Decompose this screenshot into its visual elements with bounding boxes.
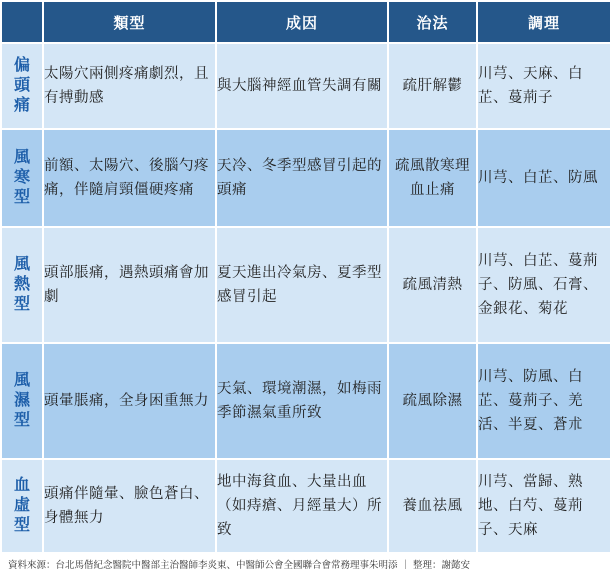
cell-herbs: 川芎、天麻、白芷、蔓荊子 <box>477 43 610 129</box>
cell-herbs: 川芎、白芷、蔓荊子、防風、石膏、金銀花、菊花 <box>477 227 610 343</box>
table-row <box>1 459 610 553</box>
header-type: 類型 <box>43 1 216 43</box>
cell-type: 太陽穴兩側疼痛劇烈，且有搏動感 <box>43 43 216 129</box>
table-row <box>1 343 610 459</box>
cell-method: 疏肝解鬱 <box>388 43 477 129</box>
row-label: 風濕型 <box>1 343 43 459</box>
header-cause: 成因 <box>216 1 388 43</box>
header-herbs: 調理 <box>477 1 610 43</box>
cell-method: 疏風散寒理血止痛 <box>388 129 477 227</box>
table-row <box>1 129 610 227</box>
row-label: 風熱型 <box>1 227 43 343</box>
cell-cause: 與大腦神經血管失調有關 <box>216 43 388 129</box>
cell-method: 養血祛風 <box>388 459 477 553</box>
header-corner <box>1 1 43 43</box>
cell-herbs: 川芎、防風、白芷、蔓荊子、羌活、半夏、蒼朮 <box>477 343 610 459</box>
row-label: 偏頭痛 <box>1 43 43 129</box>
cell-type: 前額、太陽穴、後腦勺疼痛，伴隨肩頸僵硬疼痛 <box>43 129 216 227</box>
cell-cause: 天冷、冬季型感冒引起的頭痛 <box>216 129 388 227</box>
source-credit: 資料來源：台北馬偕紀念醫院中醫部主治醫師李炎東、中醫師公會全國聯合會常務理事朱明添 ｜ 整理：謝懿安 <box>8 560 471 571</box>
cell-type: 頭痛伴隨暈、臉色蒼白、身體無力 <box>43 459 216 553</box>
cell-cause: 天氣、環境潮濕，如梅雨季節濕氣重所致 <box>216 343 388 459</box>
cell-cause: 夏天進出冷氣房、夏季型感冒引起 <box>216 227 388 343</box>
cell-type: 頭暈脹痛，全身困重無力 <box>43 343 216 459</box>
row-label: 血虛型 <box>1 459 43 553</box>
header-method: 治法 <box>388 1 477 43</box>
cell-type: 頭部脹痛，遇熱頭痛會加劇 <box>43 227 216 343</box>
cell-cause: 地中海貧血、大量出血（如痔瘡、月經量大）所致 <box>216 459 388 553</box>
table-header-row <box>1 1 610 43</box>
table-row <box>1 43 610 129</box>
table-row <box>1 227 610 343</box>
cell-method: 疏風除濕 <box>388 343 477 459</box>
cell-method: 疏風清熱 <box>388 227 477 343</box>
row-label: 風寒型 <box>1 129 43 227</box>
cell-herbs: 川芎、白芷、防風 <box>477 129 610 227</box>
cell-herbs: 川芎、當歸、熟地、白芍、蔓荊子、天麻 <box>477 459 610 553</box>
